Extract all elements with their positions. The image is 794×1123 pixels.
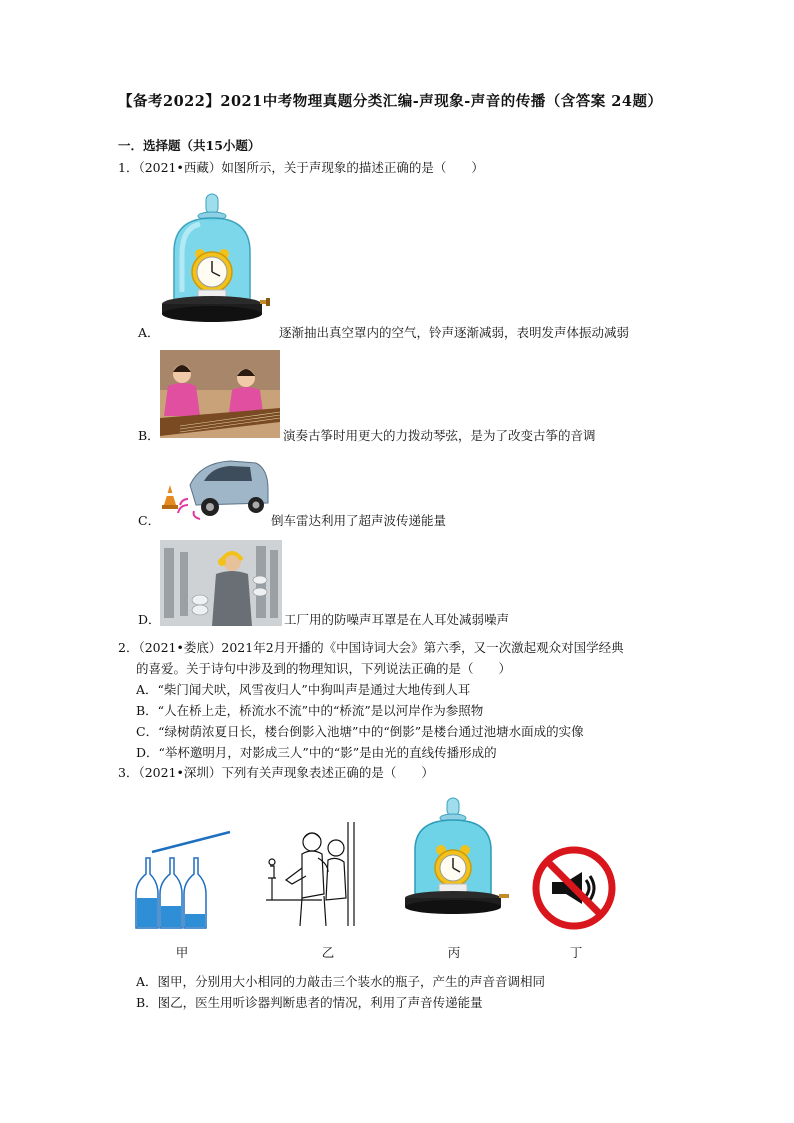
- q3-option-a: A．图甲，分别用大小相同的力敲击三个装水的瓶子，产生的声音音调相同: [136, 974, 546, 989]
- fig-label-ding: 丁: [569, 945, 583, 960]
- q2-stem-line1: 2．（2021•娄底）2021年2月开播的《中国诗词大会》第六季，又一次激起观众对国学经典: [118, 640, 624, 655]
- q1-option-d-label: D．: [138, 612, 161, 627]
- q1-option-b-label: B．: [138, 428, 160, 443]
- q2-stem-line2: 的喜爱。关于诗句中涉及到的物理知识，下列说法正确的是（ ）: [136, 661, 512, 676]
- q1-option-d-text: 工厂用的防噪声耳罩是在人耳处减弱噪声: [284, 612, 510, 627]
- q2-option-c: C．“绿树荫浓夏日长，楼台倒影入池塘”中的“倒影”是楼台通过池塘水面成的实像: [136, 724, 584, 739]
- reversing-car-radar-image: [160, 455, 270, 521]
- q1-option-a-label: A．: [138, 325, 160, 340]
- q3-option-b: B．图乙，医生用听诊器判断患者的情况，利用了声音传递能量: [136, 995, 483, 1010]
- q2-option-b: B．“人在桥上走，桥流水不流”中的“桥流”是以河岸作为参照物: [136, 703, 484, 718]
- document-title: 【备考2022】2021中考物理真题分类汇编-声现象-声音的传播（含答案 24题）: [118, 93, 663, 110]
- factory-earmuff-worker-image: [160, 540, 282, 626]
- q2-option-d: D．“举杯邀明月，对影成三人”中的“影”是由光的直线传播形成的: [136, 745, 497, 760]
- q3-stem: 3．（2021•深圳）下列有关声现象表述正确的是（ ）: [118, 765, 434, 780]
- fig-label-jia: 甲: [175, 945, 189, 960]
- no-honking-sign-figure: [532, 846, 616, 930]
- doctor-stethoscope-figure: [262, 818, 374, 930]
- q1-option-c-label: C．: [138, 513, 161, 528]
- q2-option-a: A．“柴门闻犬吠，风雪夜归人”中狗叫声是通过大地传到人耳: [136, 682, 471, 697]
- water-bottles-figure: [132, 828, 236, 932]
- fig-label-bing: 丙: [447, 945, 461, 960]
- guzheng-performers-image: [160, 350, 280, 438]
- q1-option-c-text: 倒车雷达利用了超声波传递能量: [271, 513, 447, 528]
- bell-jar-clock-image: [160, 192, 276, 340]
- section-heading: 一．选择题（共15小题）: [118, 138, 261, 153]
- q1-stem: 1．（2021•西藏）如图所示，关于声现象的描述正确的是（ ）: [118, 160, 484, 175]
- q1-option-a-text: 逐渐抽出真空罩内的空气，铃声逐渐减弱，表明发声体振动减弱: [279, 325, 630, 340]
- fig-label-yi: 乙: [321, 945, 335, 960]
- bell-jar-clock-figure: [403, 796, 515, 928]
- q1-option-b-text: 演奏古筝时用更大的力拨动琴弦，是为了改变古筝的音调: [283, 428, 596, 443]
